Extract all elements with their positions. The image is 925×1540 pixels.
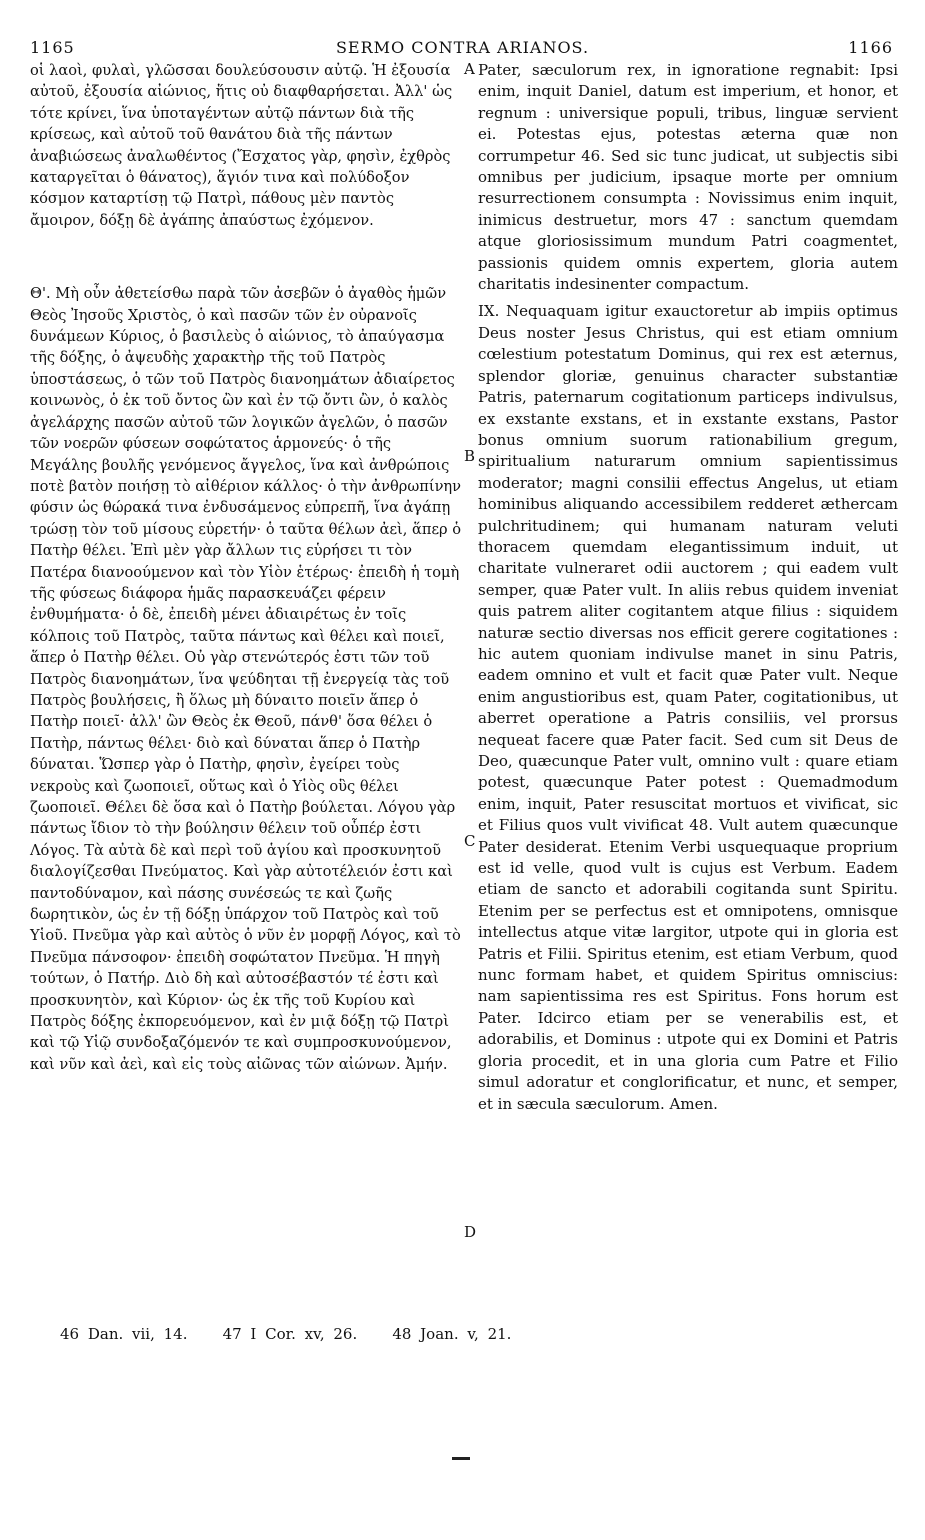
- margin-letter-a: A: [464, 60, 475, 78]
- margin-letter-c: C: [464, 832, 476, 850]
- latin-paragraph-1: Pater, sæculorum rex, in ignoratione regnabit: Ipsi enim, inquit Daniel, datum est imperium, et honor, et regnum : universique populi, tribus, linguæ servient ei. Potestas ejus, potestas æterna quæ non corrumpetur 46. Sed sic tunc judicat, ut subjectis sibi omnibus per judicium, ipsaque morte per omnium resurrectionem consumpta : Novissimus enim inquit, inimicus destruetur, mors 47 : sanctum quemdam atque gloriosissimum mundum Patri coagmentet, passionis quidem omnis expertem, gloria autem charitatis indesinenter compactum.: [478, 61, 898, 294]
- latin-paragraph-2: IX. Nequaquam igitur exauctoretur ab impiis optimus Deus noster Jesus Christus, qui est etiam omnium cœlestium potestatum Dominus, qui rex est æternus, splendor gloriæ, genuinus character substantiæ Patris, paternarum cogitationum particeps indivulsus, ex exstante exstans, et in exstante exstans, Pastor bonus omnium suorum rationabilium gregum, spiritualium naturarum omnium sapientissimus moderator; magni consilii effectus Angelus, ut etiam hominibus aliquando accessibilem redderet æthercam pulchritudinem; qui humanam naturam veluti thoracem quemdam elegantissimum induit, ut charitate vulneraret odii auctorem ; qui eadem vult semper, quæ Pater vult. In aliis rebus quidem inveniat quis patrem aliter cogitantem atque filius : siquidem naturæ sectio diversas nos efficit gerere cogitationes : hic autem quoniam indivulse manet in sinu Patris, eadem omnino et vult et facit quæ Pater vult. Neque enim angustioribus est, quam Pater, cogitationibus, ut aberret operatione a Patris consiliis, vel prorsus nequeat facere quæ Pater facit. Sed cum sit Deus de Deo, quæcunque Pater vult, omnino vult : quare etiam potest, quæcunque Pater potest : Quemadmodum enim, inquit, Pater resuscitat mortuos et vivificat, sic et Filius quos vult vivificat 48. Vult autem quæcunque Pater desiderat. Etenim Verbi usquequaque proprium est id velle, quod vult is cujus est Verbum. Eadem etiam de sancto et adorabili cogitanda sunt Spiritu. Etenim per se perfectus est et omnipotens, omnisque intellectus atque vitæ largitor, utpote qui in gloria est Patris et Filii. Spiritus etenim, est etiam Verbum, quod nunc formam habet, et quidem Spiritus omniscius: nam sapientissima res est Spiritus. Fons horum est Pater. Idcirco etiam per se venerabilis est, et adorabilis, et Dominus : utpote qui ex Domini et Patris gloria procedit, et in una gloria cum Patre et Filio simul adoratur et conglorificatur, et nunc, et semper, et in sæcula sæculorum. Amen.: [478, 302, 898, 1113]
- page-number-right: 1166: [848, 38, 893, 57]
- running-title: SERMO CONTRA ARIANOS.: [335, 38, 590, 57]
- greek-column: [30, 60, 462, 1075]
- greek-paragraph-1: οἱ λαοὶ, φυλαὶ, γλῶσσαι δουλεύσουσιν αὐτῷ. Ἡ ἐξουσία αὐτοῦ, ἐξουσία αἰώνιος, ἥτις οὐ διαφθαρήσεται. Ἀλλ' ὡς τότε κρίνει, ἵνα ὑποταγέντων αὐτῷ πάντων διὰ τῆς κρίσεως, καὶ αὐτοῦ τοῦ θανάτου διὰ τῆς πάντων ἀναβιώσεως ἀναλωθέντος (Ἔσχατος γὰρ, φησὶν, ἐχθρὸς καταργεῖται ὁ θάνατος), ἅγιόν τινα καὶ πολύδοξον κόσμον καταρτίσῃ τῷ Πατρὶ, πάθους μὲν παντὸς ἄμοιρον, δόξῃ δὲ ἀγάπης ἀπαύστως ἐχόμενον.: [30, 62, 453, 229]
- margin-letter-d: D: [464, 1223, 477, 1241]
- footnote-48: 48 Joan. v, 21.: [392, 1325, 512, 1343]
- page-number-left: 1165: [30, 38, 75, 57]
- footnotes: [60, 1325, 511, 1343]
- end-rule: [452, 1457, 470, 1460]
- footnote-46: 46 Dan. vii, 14.: [60, 1325, 188, 1343]
- paragraph-gap: [30, 231, 462, 283]
- greek-paragraph-2: Θ'. Μὴ οὖν ἀθετείσθω παρὰ τῶν ἀσεβῶν ὁ ἀγαθὸς ἡμῶν Θεὸς Ἰησοῦς Χριστὸς, ὁ καὶ πασῶν τῶν ἐν οὐρανοῖς δυνάμεων Κύριος, ὁ βασιλεὺς ὁ αἰώνιος, τὸ ἀπαύγασμα τῆς δόξης, ὁ ἀψευδὴς χαρακτὴρ τῆς τοῦ Πατρὸς ὑποστάσεως, ὁ τῶν τοῦ Πατρὸς διανοημάτων ἀδιαίρετος κοινωνὸς, ὁ ἐκ τοῦ ὄντος ὢν καὶ ἐν τῷ ὄντι ὢν, ὁ καλὸς ἀγελάρχης πασῶν αὐτοῦ τῶν λογικῶν ἀγελῶν, ὁ πασῶν τῶν νοερῶν φύσεων σοφώτατος ἁρμονεύς· ὁ τῆς Μεγάλης βουλῆς γενόμενος ἄγγελος, ἵνα καὶ ἀνθρώποις ποτὲ βατὸν ποιήσῃ τὸ αἰθέριον κάλλος· ὁ τὴν ἀνθρωπίνην φύσιν ὡς θώρακά τινα ἐνδυσάμενος εὐπρεπῆ, ἵνα ἀγάπῃ τρώσῃ τὸν τοῦ μίσους εὑρετήν· ὁ ταῦτα θέλων ἀεὶ, ἅπερ ὁ Πατὴρ θέλει. Ἐπὶ μὲν γὰρ ἄλλων τις εὑρήσει τι τὸν Πατέρα διανοούμενον καὶ τὸν Υἱὸν ἑτέρως· ἐπειδὴ ἡ τομὴ τῆς φύσεως διάφορα ἡμᾶς παρασκευάζει φέρειν ἐνθυμήματα· ὁ δὲ, ἐπειδὴ μένει ἀδιαιρέτως ἐν τοῖς κόλποις τοῦ Πατρὸς, ταῦτα πάντως καὶ θέλει καὶ ποιεῖ, ἅπερ ὁ Πατὴρ θέλει. Οὐ γὰρ στενώτερός ἐστι τῶν τοῦ Πατρὸς διανοημάτων, ἵνα ψεύδηται τῇ ἐνεργείᾳ τὰς τοῦ Πατρὸς βουλήσεις, ἢ ὅλως μὴ δύναιτο ποιεῖν ἅπερ ὁ Πατὴρ ποιεῖ· ἀλλ' ὢν Θεὸς ἐκ Θεοῦ, πάνθ' ὅσα θέλει ὁ Πατὴρ, πάντως θέλει· διὸ καὶ δύναται ἅπερ ὁ Πατὴρ δύναται. Ὥσπερ γὰρ ὁ Πατὴρ, φησὶν, ἐγείρει τοὺς νεκροὺς καὶ ζωοποιεῖ, οὕτως καὶ ὁ Υἱὸς οὓς θέλει ζωοποιεῖ. Θέλει δὲ ὅσα καὶ ὁ Πατὴρ βούλεται. Λόγου γὰρ πάντως ἴδιον τὸ τὴν βούλησιν θέλειν τοῦ οὗπέρ ἐστι Λόγος. Τὰ αὐτὰ δὲ καὶ περὶ τοῦ ἁγίου καὶ προσκυνητοῦ διαλογίζεσθαι Πνεύματος. Καὶ γὰρ αὐτοτέλειόν ἐστι καὶ παντοδύναμον, καὶ πάσης συνέσεώς τε καὶ ζωῆς δωρητικὸν, ὡς ἐν τῇ δόξῃ ὑπάρχον τοῦ Πατρὸς καὶ τοῦ Υἱοῦ. Πνεῦμα γὰρ καὶ αὐτὸς ὁ νῦν ἐν μορφῇ Λόγος, καὶ τὸ Πνεῦμα πάνσοφον· ἐπειδὴ σοφώτατον Πνεῦμα. Ἡ πηγὴ τούτων, ὁ Πατήρ. Διὸ δὴ καὶ αὐτοσέβαστόν τέ ἐστι καὶ προσκυνητὸν, καὶ Κύριον· ὡς ἐκ τῆς τοῦ Κυρίου καὶ Πατρὸς δόξης ἐκπορευόμενον, καὶ ἐν μιᾷ δόξῃ τῷ Πατρὶ καὶ τῷ Υἱῷ συνδοξαζόμενόν τε καὶ συμπροσκυνούμενον, καὶ νῦν καὶ ἀεὶ, καὶ εἰς τοὺς αἰῶνας τῶν αἰώνων. Ἀμήν.: [30, 285, 462, 1073]
- latin-column: [478, 60, 898, 1115]
- footnote-47: 47 I Cor. xv, 26.: [222, 1325, 358, 1343]
- margin-letter-b: B: [464, 447, 476, 465]
